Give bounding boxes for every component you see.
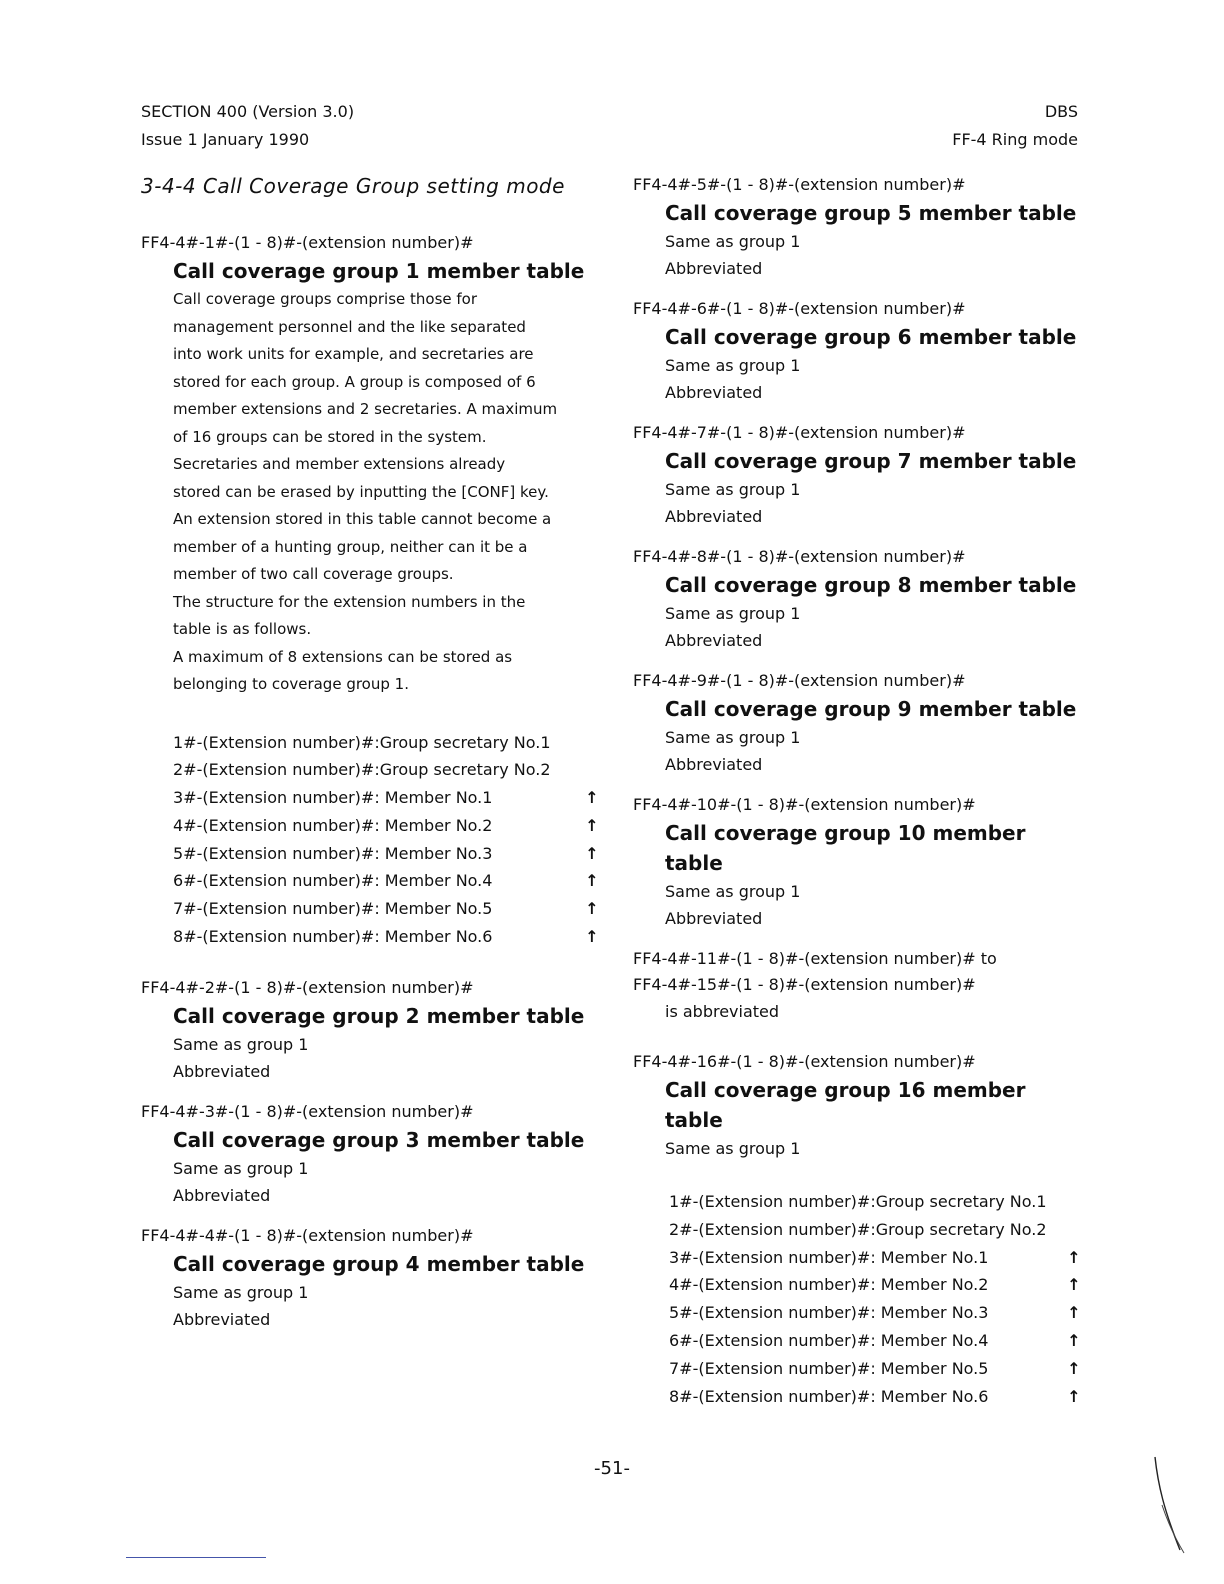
group-10-note: Abbreviated	[665, 909, 763, 928]
description-line: member of two call coverage groups.	[173, 565, 454, 583]
member-row	[173, 867, 601, 895]
group-7-title: Call coverage group 7 member table	[665, 449, 1077, 473]
member-row-text: 3#-(Extension number)#: Member No.1	[669, 1247, 989, 1267]
mode-label: FF-4 Ring mode	[952, 130, 1078, 149]
member-row-text: 7#-(Extension number)#: Member No.5	[669, 1358, 989, 1378]
member-row-text: 5#-(Extension number)#: Member No.3	[669, 1303, 989, 1323]
group-16-member-structure	[669, 1188, 1083, 1410]
up-arrow-icon: ↑	[1067, 1358, 1081, 1378]
up-arrow-icon	[1065, 1216, 1083, 1244]
member-row	[669, 1383, 1083, 1411]
group-3-note: Abbreviated	[173, 1185, 271, 1205]
group-10-block	[633, 792, 1083, 932]
member-row-text: 2#-(Extension number)#:Group secretary No.2	[669, 1219, 1047, 1239]
group-3-block	[141, 1099, 601, 1209]
groups-11-15-block	[633, 946, 1083, 1025]
member-row-text: 4#-(Extension number)#: Member No.2	[173, 815, 493, 835]
group-8-title: Call coverage group 8 member table	[665, 573, 1077, 597]
group-9-code: FF4-4#-9#-(1 - 8)#-(extension number)#	[633, 671, 966, 690]
member-row	[173, 840, 601, 868]
up-arrow-icon: ↑	[585, 871, 599, 891]
member-row	[173, 895, 601, 923]
group-9-title: Call coverage group 9 member table	[665, 697, 1077, 721]
group-2-title: Call coverage group 2 member table	[173, 1003, 585, 1028]
group-4-title: Call coverage group 4 member table	[173, 1251, 585, 1276]
description-line: of 16 groups can be stored in the system.	[173, 427, 487, 446]
up-arrow-icon: ↑	[585, 843, 599, 863]
group-9-block	[633, 668, 1083, 778]
up-arrow-icon: ↑	[585, 815, 599, 835]
description-line: Secretaries and member extensions already	[173, 455, 506, 473]
group-3-code: FF4-4#-3#-(1 - 8)#-(extension number)#	[141, 1101, 474, 1121]
groups-11-15-code-end: FF4-4#-15#-(1 - 8)#-(extension number)#	[633, 975, 976, 994]
group-9-note: Abbreviated	[665, 755, 763, 774]
up-arrow-icon: ↑	[585, 788, 599, 808]
group-7-note: Abbreviated	[665, 507, 763, 526]
member-row	[669, 1244, 1083, 1272]
member-row-text: 5#-(Extension number)#: Member No.3	[173, 843, 493, 863]
up-arrow-icon	[583, 756, 601, 784]
group-9-same: Same as group 1	[665, 728, 801, 747]
group-4-same: Same as group 1	[173, 1282, 309, 1302]
member-row-text: 1#-(Extension number)#:Group secretary No.1	[173, 732, 551, 752]
group-7-same: Same as group 1	[665, 480, 801, 499]
member-row	[173, 729, 601, 757]
description-line: A maximum of 8 extensions can be stored as	[173, 647, 513, 666]
group-8-code: FF4-4#-8#-(1 - 8)#-(extension number)#	[633, 547, 966, 566]
group-10-title: Call coverage group 10 member table	[665, 821, 1026, 875]
group-1-block	[141, 230, 601, 951]
left-column	[141, 172, 601, 1347]
member-row-text: 3#-(Extension number)#: Member No.1	[173, 788, 493, 808]
group-8-block	[633, 544, 1083, 654]
footer-rule	[126, 1557, 266, 1558]
member-row	[669, 1355, 1083, 1383]
group-2-note: Abbreviated	[173, 1061, 271, 1081]
section-title: 3-4-4 Call Coverage Group setting mode	[141, 174, 565, 198]
group-16-same: Same as group 1	[665, 1139, 801, 1158]
member-row	[669, 1327, 1083, 1355]
description-line: member of a hunting group, neither can it be a	[173, 537, 528, 556]
member-row-text: 6#-(Extension number)#: Member No.4	[669, 1330, 989, 1350]
group-2-code: FF4-4#-2#-(1 - 8)#-(extension number)#	[141, 977, 474, 997]
description-line: Call coverage groups comprise those for	[173, 290, 478, 308]
group-3-same: Same as group 1	[173, 1158, 309, 1178]
group-4-note: Abbreviated	[173, 1309, 271, 1329]
description-line: An extension stored in this table cannot become a	[173, 510, 552, 528]
group-6-note: Abbreviated	[665, 383, 763, 402]
group-10-code: FF4-4#-10#-(1 - 8)#-(extension number)#	[633, 795, 976, 814]
up-arrow-icon: ↑	[1067, 1247, 1081, 1267]
member-row-text: 7#-(Extension number)#: Member No.5	[173, 899, 493, 919]
group-4-block	[141, 1223, 601, 1333]
page-header-right	[952, 98, 1078, 154]
up-arrow-icon: ↑	[1067, 1275, 1081, 1295]
groups-11-15-note: is abbreviated	[665, 1002, 780, 1021]
scan-artifact-icon	[1150, 1455, 1190, 1555]
group-3-title: Call coverage group 3 member table	[173, 1127, 585, 1152]
group-1-code: FF4-4#-1#-(1 - 8)#-(extension number)#	[141, 233, 474, 252]
group-7-code: FF4-4#-7#-(1 - 8)#-(extension number)#	[633, 423, 966, 442]
group-2-same: Same as group 1	[173, 1034, 309, 1054]
up-arrow-icon: ↑	[585, 927, 599, 947]
up-arrow-icon	[1065, 1188, 1083, 1216]
up-arrow-icon: ↑	[585, 899, 599, 919]
description-line: management personnel and the like separated	[173, 317, 526, 336]
member-row	[173, 756, 601, 784]
group-6-block	[633, 296, 1083, 406]
section-label: SECTION 400 (Version 3.0)	[141, 102, 355, 121]
group-4-code: FF4-4#-4#-(1 - 8)#-(extension number)#	[141, 1225, 474, 1245]
member-row-text: 1#-(Extension number)#:Group secretary No.1	[669, 1192, 1047, 1211]
issue-label: Issue 1 January 1990	[141, 130, 310, 149]
group-5-same: Same as group 1	[665, 232, 801, 251]
page-number: -51-	[594, 1458, 630, 1479]
member-row	[669, 1299, 1083, 1327]
description-line: member extensions and 2 secretaries. A maximum	[173, 400, 558, 418]
group-8-same: Same as group 1	[665, 604, 801, 623]
description-line: into work units for example, and secretaries are	[173, 345, 534, 363]
member-row	[173, 812, 601, 840]
group-6-same: Same as group 1	[665, 356, 801, 375]
group-16-block	[633, 1049, 1083, 1410]
member-row-text: 8#-(Extension number)#: Member No.6	[669, 1386, 989, 1406]
right-column	[633, 172, 1083, 1424]
description-line: stored can be erased by inputting the [CONF] key.	[173, 482, 549, 501]
group-16-code: FF4-4#-16#-(1 - 8)#-(extension number)#	[633, 1052, 976, 1071]
group-5-title: Call coverage group 5 member table	[665, 201, 1077, 225]
member-row-text: 4#-(Extension number)#: Member No.2	[669, 1275, 989, 1295]
group-16-title: Call coverage group 16 member table	[665, 1078, 1026, 1132]
group-5-block	[633, 172, 1083, 282]
description-line: table is as follows.	[173, 620, 312, 638]
member-row-text: 2#-(Extension number)#:Group secretary No.2	[173, 760, 551, 780]
description-line: belonging to coverage group 1.	[173, 675, 409, 693]
group-1-description	[141, 286, 601, 699]
group-10-same: Same as group 1	[665, 882, 801, 901]
up-arrow-icon: ↑	[1067, 1330, 1081, 1350]
description-line: stored for each group. A group is composed of 6	[173, 372, 536, 391]
member-row	[669, 1188, 1083, 1216]
group-1-member-structure	[173, 729, 601, 951]
member-row	[173, 923, 601, 951]
description-line: The structure for the extension numbers in the	[173, 592, 526, 611]
group-7-block	[633, 420, 1083, 530]
group-1-title: Call coverage group 1 member table	[173, 259, 585, 283]
up-arrow-icon	[583, 729, 601, 757]
page-header-left	[141, 98, 354, 154]
up-arrow-icon: ↑	[1067, 1303, 1081, 1323]
member-row	[173, 784, 601, 812]
member-row-text: 6#-(Extension number)#: Member No.4	[173, 871, 493, 891]
up-arrow-icon: ↑	[1067, 1386, 1081, 1406]
group-2-block	[141, 975, 601, 1085]
groups-11-15-code-start: FF4-4#-11#-(1 - 8)#-(extension number)# to	[633, 949, 997, 968]
product-label: DBS	[1044, 102, 1078, 121]
member-row	[669, 1216, 1083, 1244]
member-row	[669, 1271, 1083, 1299]
group-6-title: Call coverage group 6 member table	[665, 325, 1077, 349]
group-6-code: FF4-4#-6#-(1 - 8)#-(extension number)#	[633, 299, 966, 318]
group-5-note: Abbreviated	[665, 259, 763, 278]
member-row-text: 8#-(Extension number)#: Member No.6	[173, 927, 493, 947]
group-5-code: FF4-4#-5#-(1 - 8)#-(extension number)#	[633, 175, 966, 194]
group-8-note: Abbreviated	[665, 631, 763, 650]
